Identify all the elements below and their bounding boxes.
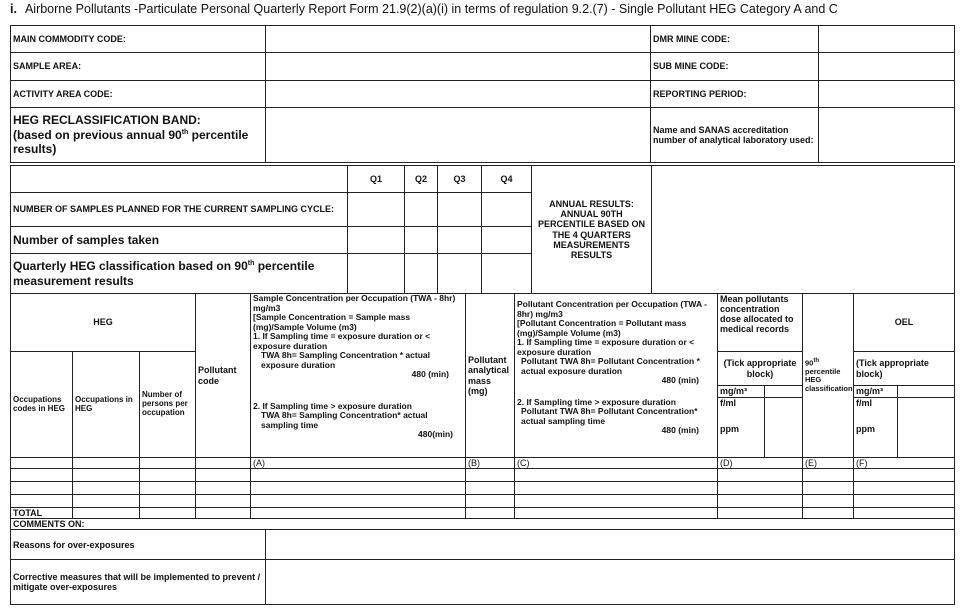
dose-tick-instruction: (Tick appropriate block) <box>718 352 803 386</box>
oel-mgm3-tick[interactable] <box>898 386 955 398</box>
dose-units-label: f/ml ppm <box>718 398 765 458</box>
header-table <box>10 25 955 163</box>
q4-header: Q4 <box>482 166 532 193</box>
sample-concentration-header: Sample Concentration per Occupation (TWA - 8hr) mg/m3 [Sample Concentration = Sample mass (mg)/Sample Volume (m3) 1. If Sampling time = exposure duration or < exposure duration TWA 8h= Sampling Concentration * actual exposure duration 480 (min) 2. If Sampling time > exposure duration TWA 8h= Sampling Concentration* actual sampling time 480(min) <box>251 294 466 458</box>
sample-area-field[interactable] <box>266 53 651 81</box>
title-numeral: i. <box>10 2 17 16</box>
pollutant-code-header: Pollutant code <box>196 294 251 458</box>
samples-taken-q4[interactable] <box>482 227 532 254</box>
heg-reclassification-band-field[interactable] <box>266 108 651 163</box>
reporting-period-label: REPORTING PERIOD: <box>651 81 819 108</box>
total-label: TOTAL <box>11 508 73 519</box>
main-commodity-code-field[interactable] <box>266 26 651 53</box>
samples-taken-label: Number of samples taken <box>11 227 348 254</box>
column-label-e: (E) <box>803 458 854 469</box>
mean-dose-header: Mean pollutants concentration dose allocated to medical records <box>718 294 803 352</box>
measurement-grid <box>10 293 955 519</box>
comments-table <box>10 518 955 605</box>
lab-name-field[interactable] <box>819 108 955 163</box>
corrective-measures-label: Corrective measures that will be implemented to prevent / mitigate over-exposures <box>11 560 266 605</box>
lab-name-label: Name and SANAS accreditation number of analytical laboratory used: <box>651 108 819 163</box>
oel-units-label: f/ml ppm <box>854 398 898 458</box>
activity-area-code-field[interactable] <box>266 81 651 108</box>
main-commodity-code-label: MAIN COMMODITY CODE: <box>11 26 266 53</box>
dmr-mine-code-field[interactable] <box>819 26 955 53</box>
quarterly-classification-q1[interactable] <box>348 254 405 294</box>
column-label-c: (C) <box>515 458 718 469</box>
sub-mine-code-field[interactable] <box>819 53 955 81</box>
label-row-cell <box>140 458 196 469</box>
quarterly-classification-label: Quarterly HEG classification based on 90th percentile measurement results <box>11 254 348 294</box>
label-row-cell <box>196 458 251 469</box>
label-row-cell <box>11 458 73 469</box>
oel-units-tick[interactable] <box>898 398 955 458</box>
quarters-table <box>10 165 955 294</box>
dose-units-tick[interactable] <box>765 398 803 458</box>
quarterly-classification-q2[interactable] <box>405 254 438 294</box>
quarterly-classification-q4[interactable] <box>482 254 532 294</box>
dose-mgm3-tick[interactable] <box>765 386 803 398</box>
reasons-field[interactable] <box>266 530 955 560</box>
heg-reclassification-band-label: HEG RECLASSIFICATION BAND: (based on previous annual 90th percentile results) <box>11 108 266 163</box>
samples-planned-q2[interactable] <box>405 193 438 227</box>
oel-mgm3-label: mg/m³ <box>854 386 898 398</box>
oel-header: OEL <box>854 294 955 352</box>
title-text: Airborne Pollutants -Particulate Personal Quarterly Report Form 21.9(2)(a)(i) in terms of regulation 9.2.(7) - Single Pollutant HEG Category A and C <box>24 2 838 16</box>
pollutant-concentration-header: Pollutant Concentration per Occupation (TWA - 8hr) mg/m3 [Pollutant Concentration = Pollutant mass (mg)/Sample Volume (m3) 1. If Sampling time = exposure duration or < exposure duration Pollutant TWA 8h= Pollutant Concentration * actual exposure duration 480 (min) 2. If Sampling time > exposure duration Pollutant TWA 8h= Pollutant Concentration* actual sampling time 480 (min) <box>515 294 718 458</box>
reporting-period-field[interactable] <box>819 81 955 108</box>
q2-header: Q2 <box>405 166 438 193</box>
annual-results-label: ANNUAL RESULTS: ANNUAL 90TH PERCENTILE BASED ON THE 4 QUARTERS MEASUREMENTS RESULTS <box>532 166 652 294</box>
sample-area-label: SAMPLE AREA: <box>11 53 266 81</box>
report-title <box>10 2 838 16</box>
label-row-cell <box>73 458 140 469</box>
percentile-classification-header: 90th percentile HEG classification <box>803 294 854 458</box>
reasons-label: Reasons for over-exposures <box>11 530 266 560</box>
comments-heading: COMMENTS ON: <box>11 519 955 530</box>
table-row <box>11 482 955 495</box>
corrective-measures-field[interactable] <box>266 560 955 605</box>
activity-area-code-label: ACTIVITY AREA CODE: <box>11 81 266 108</box>
occupation-codes-header: Occupations codes in HEG <box>11 352 73 458</box>
heg-header: HEG <box>11 294 196 352</box>
oel-tick-instruction: (Tick appropriate block) <box>854 352 955 386</box>
total-row <box>11 508 955 519</box>
samples-planned-q1[interactable] <box>348 193 405 227</box>
annual-results-field[interactable] <box>652 166 955 294</box>
column-label-f: (F) <box>854 458 955 469</box>
q1-header: Q1 <box>348 166 405 193</box>
persons-per-occupation-header: Number of persons per occupation <box>140 352 196 458</box>
table-row <box>11 495 955 508</box>
column-label-a: (A) <box>251 458 466 469</box>
occupations-header: Occupations in HEG <box>73 352 140 458</box>
dose-mgm3-label: mg/m³ <box>718 386 765 398</box>
samples-taken-q3[interactable] <box>438 227 482 254</box>
pollutant-analytical-mass-header: Pollutant analytical mass (mg) <box>466 294 515 458</box>
quarterly-classification-q3[interactable] <box>438 254 482 294</box>
samples-planned-label: NUMBER OF SAMPLES PLANNED FOR THE CURRENT SAMPLING CYCLE: <box>11 193 348 227</box>
samples-taken-q1[interactable] <box>348 227 405 254</box>
column-label-b: (B) <box>466 458 515 469</box>
q3-header: Q3 <box>438 166 482 193</box>
column-label-d: (D) <box>718 458 803 469</box>
sub-mine-code-label: SUB MINE CODE: <box>651 53 819 81</box>
dmr-mine-code-label: DMR MINE CODE: <box>651 26 819 53</box>
samples-taken-q2[interactable] <box>405 227 438 254</box>
table-row <box>11 469 955 482</box>
quarters-corner-cell <box>11 166 348 193</box>
samples-planned-q3[interactable] <box>438 193 482 227</box>
samples-planned-q4[interactable] <box>482 193 532 227</box>
